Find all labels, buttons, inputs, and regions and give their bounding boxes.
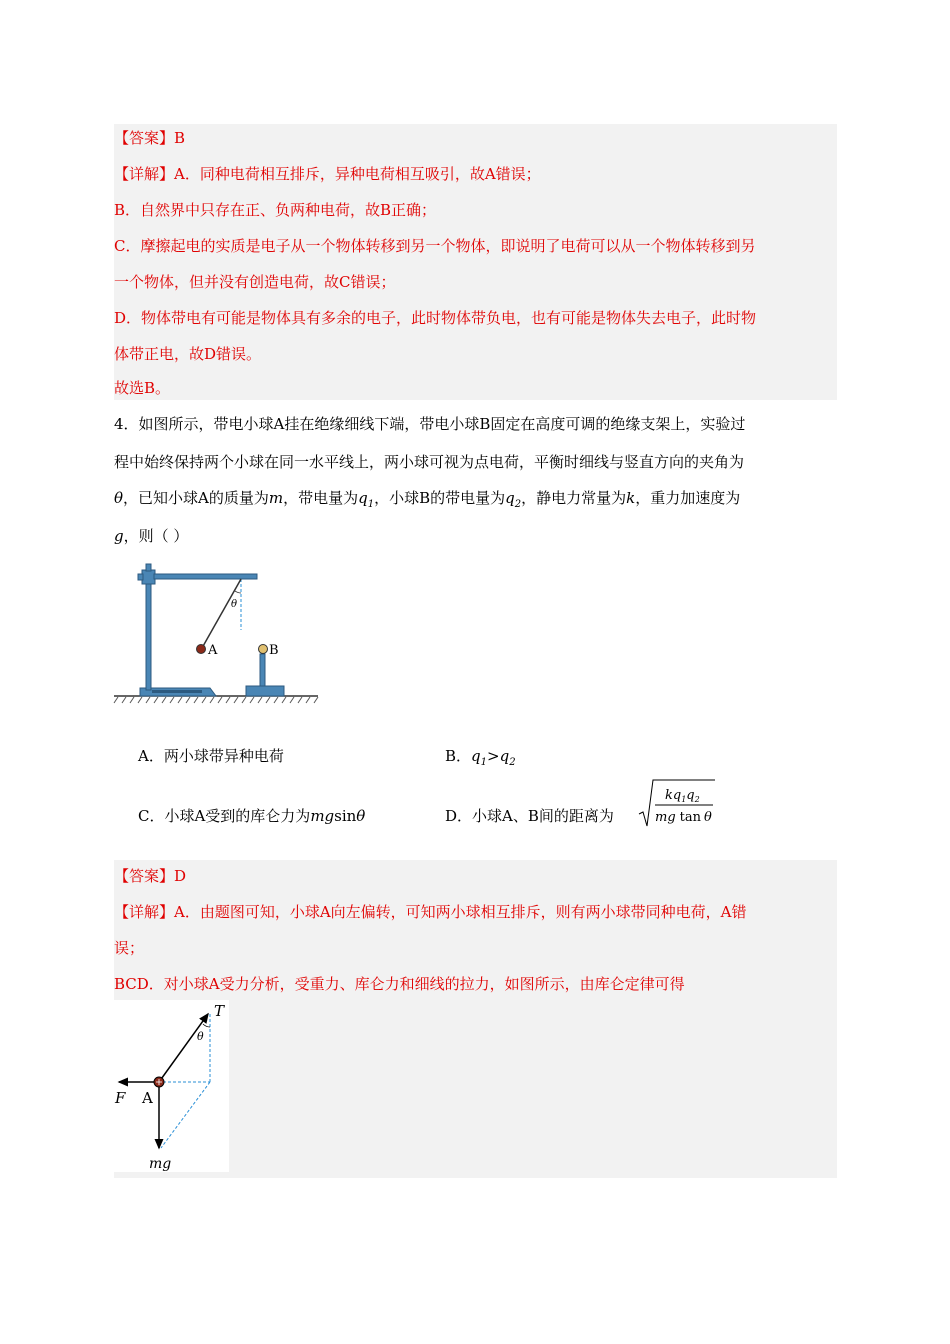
answer2-detail-2: 误；	[114, 939, 145, 957]
ball-a-label: A	[208, 643, 218, 658]
sym-g: g	[114, 527, 124, 545]
sym-theta: θ	[114, 489, 124, 507]
sym-q1: $q_1$	[358, 489, 375, 510]
option-b[interactable]: B．$q_1>q_2$	[445, 747, 516, 768]
answer2-detail-3: BCD．对小球A受力分析，受重力、库仑力和细线的拉力，如图所示，由库仑定律可得	[114, 975, 685, 993]
answer2-line-1	[114, 866, 186, 886]
f-label: F	[115, 1089, 126, 1107]
t-label: T	[214, 1002, 225, 1020]
question-line-1: 4．如图所示，带电小球A挂在绝缘细线下端，带电小球B固定在高度可调的绝缘支架上，实验过	[114, 415, 746, 433]
detail-text: A．同种电荷相互排斥，异种电荷相互吸引，故A错误；	[174, 165, 541, 183]
question-line-3: θ，已知小球A的质量为m，带电量为$q_1$，小球B的带电量为$q_2$，静电力常量为k，重力加速度为	[114, 489, 741, 510]
ball-b-label: B	[269, 643, 279, 658]
force-diagram	[113, 1000, 229, 1172]
detail-line-7: 故选B。	[114, 379, 171, 397]
sym-m: m	[268, 489, 284, 507]
answer-value: B	[174, 129, 186, 147]
theta-label: θ	[197, 1030, 204, 1043]
detail-line-1	[114, 164, 541, 184]
question-line-2: 程中始终保持两个小球在同一水平线上，两小球可视为点电荷，平衡时细线与竖直方向的夹角为	[114, 453, 745, 471]
svg-text:kq1q2: $kq_1q_2$	[665, 788, 700, 804]
detail-line-6: 体带正电，故D错误。	[114, 345, 262, 363]
question-line-4: g，则（ ）	[114, 527, 189, 545]
option-d[interactable]: D．小球A、B间的距离为	[445, 807, 614, 825]
answer2-detail-1: 【详解】A．由题图可知，小球A向左偏转，可知两小球相互排斥，则有两小球带同种电荷，A错	[114, 903, 747, 921]
theta-label: θ	[231, 599, 238, 610]
svg-text:mgtanθ: mg tan θ	[655, 810, 712, 825]
detail-line-5: D．物体带电有可能是物体具有多余的电子，此时物体带负电，也有可能是物体失去电子，此时物	[114, 309, 757, 327]
apparatus-figure	[112, 560, 324, 706]
answer-value: D	[174, 867, 187, 885]
a-label: A	[142, 1089, 153, 1107]
detail-label: 【详解】	[114, 165, 175, 183]
detail-line-4: 一个物体，但并没有创造电荷，故C错误；	[114, 273, 396, 291]
option-d-formula	[637, 776, 717, 830]
answer-label: 【答案】	[114, 867, 175, 885]
detail-line-3: C．摩擦起电的实质是电子从一个物体转移到另一个物体，即说明了电荷可以从一个物体转移到另	[114, 237, 756, 255]
option-a[interactable]: A．两小球带异种电荷	[138, 747, 284, 765]
sym-k: k	[626, 489, 636, 507]
mg-label: mg	[149, 1156, 172, 1172]
option-c[interactable]: C．小球A受到的库仑力为mgsinθ	[138, 807, 366, 825]
answer-label: 【答案】	[114, 129, 175, 147]
answer-line-1	[114, 128, 185, 148]
detail-line-2: B．自然界中只存在正、负两种电荷，故B正确；	[114, 201, 437, 219]
detail-label: 【详解】	[114, 903, 175, 921]
sym-q2: $q_2$	[505, 489, 522, 510]
